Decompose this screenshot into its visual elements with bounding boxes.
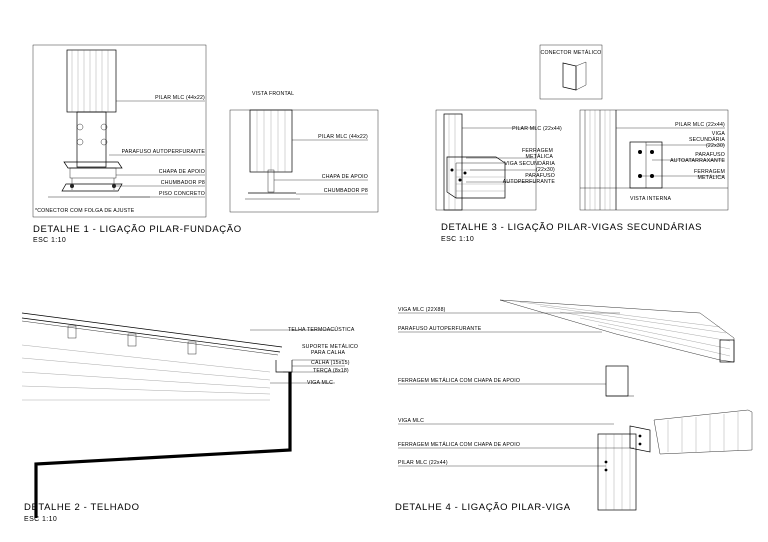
d3-right-pilar: PILAR MLC (22x44)	[675, 122, 725, 128]
label-suporte-2: PARA CALHA	[311, 350, 346, 356]
d3-right-ferragem-2: METÁLICA	[697, 175, 725, 181]
d3-right-ferragem-1: FERRAGEM	[694, 169, 725, 175]
detail-1-scale: ESC 1:10	[33, 237, 67, 244]
d3-right-vista: VISTA INTERNA	[630, 196, 672, 202]
fv-label-chumbador: CHUMBADOR P8	[323, 188, 368, 194]
d4-label-ferragem-2: FERRAGEM METÁLICA COM CHAPA DE APOIO	[398, 442, 521, 448]
d3-left-pilar: PILAR MLC (22x44)	[512, 126, 562, 132]
label-chapa-apoio: CHAPA DE APOIO	[158, 169, 205, 175]
detail-1	[33, 45, 378, 244]
d3-left-ferragem-1: FERRAGEM	[522, 148, 553, 154]
roof-drawing	[22, 313, 292, 518]
d4-label-pilar: PILAR MLC (22x44)	[398, 460, 448, 466]
detail-3	[436, 45, 728, 243]
d3-right-parafuso-1: PARAFUSO	[695, 152, 725, 158]
d3-right-viga-2: SECUNDÁRIA	[688, 137, 725, 143]
detail-3-scale: ESC 1:10	[441, 236, 475, 243]
detail-2-title: DETALHE 2 - TELHADO	[24, 502, 140, 513]
front-view-drawing	[245, 110, 300, 199]
label-chumbador: CHUMBADOR P8	[160, 180, 205, 186]
detail-4	[395, 300, 752, 513]
detail-2	[22, 313, 358, 523]
note-conector: *CONECTOR COM FOLGA DE AJUSTE	[35, 208, 135, 214]
label-parafuso: PARAFUSO AUTOPERFURANTE	[121, 149, 205, 155]
d3-left-parafuso-2: AUTOPERFURANTE	[502, 179, 555, 185]
d3-right-viga-3: (22x30)	[706, 143, 725, 149]
front-view-title: VISTA FRONTAL	[252, 91, 295, 97]
d3-right-parafuso-2: AUTOATARRAXANTE	[670, 158, 725, 164]
d4-label-viga-top: VIGA MLC (22X88)	[398, 307, 446, 313]
detail-3-title: DETALHE 3 - LIGAÇÃO PILAR-VIGAS SECUNDÁRIAS	[441, 222, 703, 233]
fv-label-pilar: PILAR MLC (44x22)	[318, 134, 368, 140]
connector-icon	[563, 62, 586, 90]
front-view-frame	[230, 110, 378, 212]
label-suporte-1: SUPORTE METÁLICO	[302, 344, 359, 350]
d3-left-viga-2: (22x30)	[536, 167, 555, 173]
d3-left-parafuso-1: PARAFUSO	[525, 173, 555, 179]
d4-label-parafuso: PARAFUSO AUTOPERFURANTE	[398, 326, 482, 332]
label-pilar-mlc: PILAR MLC (44x22)	[155, 95, 205, 101]
label-terca: TERÇA (8x18)	[313, 368, 349, 374]
d4-label-ferragem-1: FERRAGEM METÁLICA COM CHAPA DE APOIO	[398, 378, 521, 384]
d3-left-viga-1: VIGA SECUNDÁRIA	[504, 161, 555, 167]
label-calha: CALHA (15x15)	[311, 360, 350, 366]
label-telha: TELHA TERMOACÚSTICA	[288, 327, 355, 333]
label-piso: PISO CONCRETO	[158, 191, 205, 197]
detail-2-scale: ESC 1:10	[24, 516, 58, 523]
d3-left-ferragem-2: METÁLICA	[525, 154, 553, 160]
detail-4-title: DETALHE 4 - LIGAÇÃO PILAR-VIGA	[395, 502, 571, 513]
detail-1-title: DETALHE 1 - LIGAÇÃO PILAR-FUNDAÇÃO	[33, 224, 242, 235]
d3-right-viga-1: VIGA	[711, 131, 725, 137]
label-viga-mlc: VIGA MLC	[307, 380, 334, 386]
connector-title: CONECTOR METÁLICO	[540, 50, 602, 56]
beam-column-drawing	[500, 300, 752, 510]
fv-label-chapa: CHAPA DE APOIO	[321, 174, 368, 180]
detail-3-left-drawing	[436, 110, 536, 210]
d4-label-viga: VIGA MLC	[398, 418, 425, 424]
